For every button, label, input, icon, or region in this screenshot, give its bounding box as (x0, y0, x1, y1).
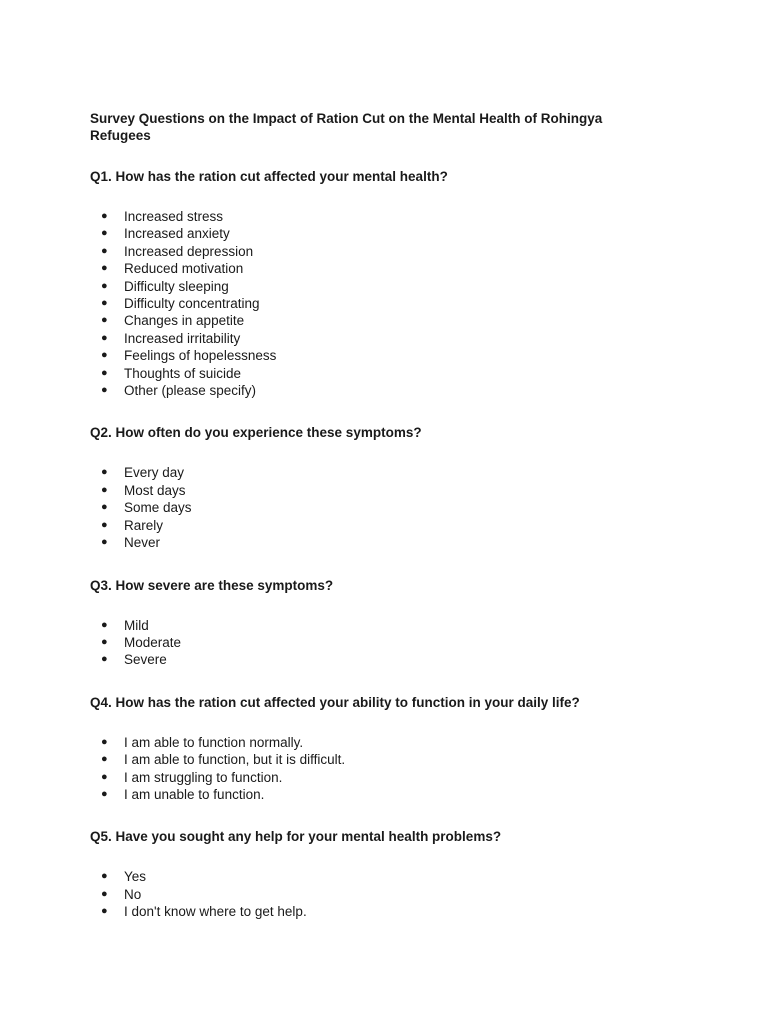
bullet-icon: ● (101, 262, 108, 275)
option-text: Severe (124, 652, 167, 668)
bullet-icon: ● (101, 501, 108, 514)
option-text: Reduced motivation (124, 261, 244, 277)
list-item (90, 382, 650, 399)
option-text: Thoughts of suicide (124, 365, 242, 381)
options-list-q2 (90, 464, 650, 551)
list-item (90, 769, 650, 786)
list-item (90, 243, 650, 260)
list-item (90, 868, 650, 885)
list-item (90, 278, 650, 295)
list-item (90, 499, 650, 516)
option-text: I am able to function normally. (124, 734, 304, 750)
options-list-q1 (90, 208, 650, 399)
question-block-q3 (90, 577, 650, 669)
option-text: Increased depression (124, 243, 254, 259)
option-text: Other (please specify) (124, 383, 257, 399)
option-text: I am unable to function. (124, 786, 265, 802)
bullet-icon: ● (101, 483, 108, 496)
bullet-icon: ● (101, 735, 108, 748)
bullet-icon: ● (101, 887, 108, 900)
list-item (90, 751, 650, 768)
bullet-icon: ● (101, 770, 108, 783)
options-list-q3 (90, 617, 650, 669)
question-block-q4 (90, 694, 650, 804)
bullet-icon: ● (101, 331, 108, 344)
question-q5: Q5. Have you sought any help for your mental health problems? (90, 829, 502, 845)
list-item (90, 534, 650, 551)
list-item (90, 260, 650, 277)
question-block-q1 (90, 168, 650, 399)
list-item (90, 365, 650, 382)
question-block-q2 (90, 424, 650, 551)
option-text: Most days (124, 482, 186, 498)
bullet-icon: ● (101, 635, 108, 648)
question-q1: Q1. How has the ration cut affected your mental health? (90, 169, 448, 184)
options-list-q5 (90, 868, 650, 920)
option-text: Every day (124, 465, 185, 481)
list-item (90, 312, 650, 329)
bullet-icon: ● (101, 518, 108, 531)
list-item (90, 886, 650, 903)
bullet-icon: ● (101, 227, 108, 240)
list-item (90, 295, 650, 312)
bullet-icon: ● (101, 905, 108, 918)
list-item (90, 651, 650, 668)
bullet-icon: ● (101, 384, 108, 397)
question-q2: Q2. How often do you experience these symptoms? (90, 425, 422, 441)
bullet-icon: ● (101, 314, 108, 327)
option-text: Increased stress (124, 209, 224, 224)
bullet-icon: ● (101, 244, 108, 257)
option-text: Changes in appetite (124, 313, 245, 329)
list-item (90, 208, 650, 225)
list-item (90, 464, 650, 481)
question-q4: Q4. How has the ration cut affected your ability to function in your daily life? (90, 694, 580, 710)
list-item (90, 347, 650, 364)
bullet-icon: ● (101, 210, 108, 222)
document-body (90, 110, 650, 946)
bullet-icon: ● (101, 870, 108, 883)
question-q3: Q3. How severe are these symptoms? (90, 577, 334, 593)
option-text: No (124, 886, 142, 902)
option-text: Increased irritability (124, 330, 241, 346)
bullet-icon: ● (101, 366, 108, 379)
bullet-icon: ● (101, 297, 108, 310)
option-text: Some days (124, 500, 192, 516)
bullet-icon: ● (101, 618, 108, 631)
list-item (90, 786, 650, 803)
question-block-q5 (90, 828, 650, 920)
list-item (90, 225, 650, 242)
bullet-icon: ● (101, 466, 108, 479)
bullet-icon: ● (101, 787, 108, 800)
option-text: Difficulty concentrating (124, 296, 260, 312)
document-title: Survey Questions on the Impact of Ration Cut on the Mental Health of Rohingya Refugees (90, 111, 603, 143)
option-text: Rarely (124, 517, 164, 533)
bullet-icon: ● (101, 653, 108, 666)
option-text: Feelings of hopelessness (124, 348, 277, 364)
option-text: Increased anxiety (124, 226, 230, 242)
option-text: I am struggling to function. (124, 769, 283, 785)
option-text: Never (124, 535, 161, 551)
list-item (90, 482, 650, 499)
bullet-icon: ● (101, 753, 108, 766)
option-text: I don't know where to get help. (124, 904, 307, 920)
option-text: Mild (124, 617, 149, 633)
list-item (90, 517, 650, 534)
bullet-icon: ● (101, 279, 108, 292)
list-item (90, 330, 650, 347)
option-text: I am able to function, but it is difficult. (124, 752, 346, 768)
list-item (90, 634, 650, 651)
option-text: Difficulty sleeping (124, 278, 229, 294)
list-item (90, 734, 650, 751)
options-list-q4 (90, 734, 650, 804)
option-text: Moderate (124, 634, 182, 650)
option-text: Yes (124, 869, 147, 885)
list-item (90, 903, 650, 920)
list-item (90, 617, 650, 634)
bullet-icon: ● (101, 349, 108, 362)
bullet-icon: ● (101, 536, 108, 549)
